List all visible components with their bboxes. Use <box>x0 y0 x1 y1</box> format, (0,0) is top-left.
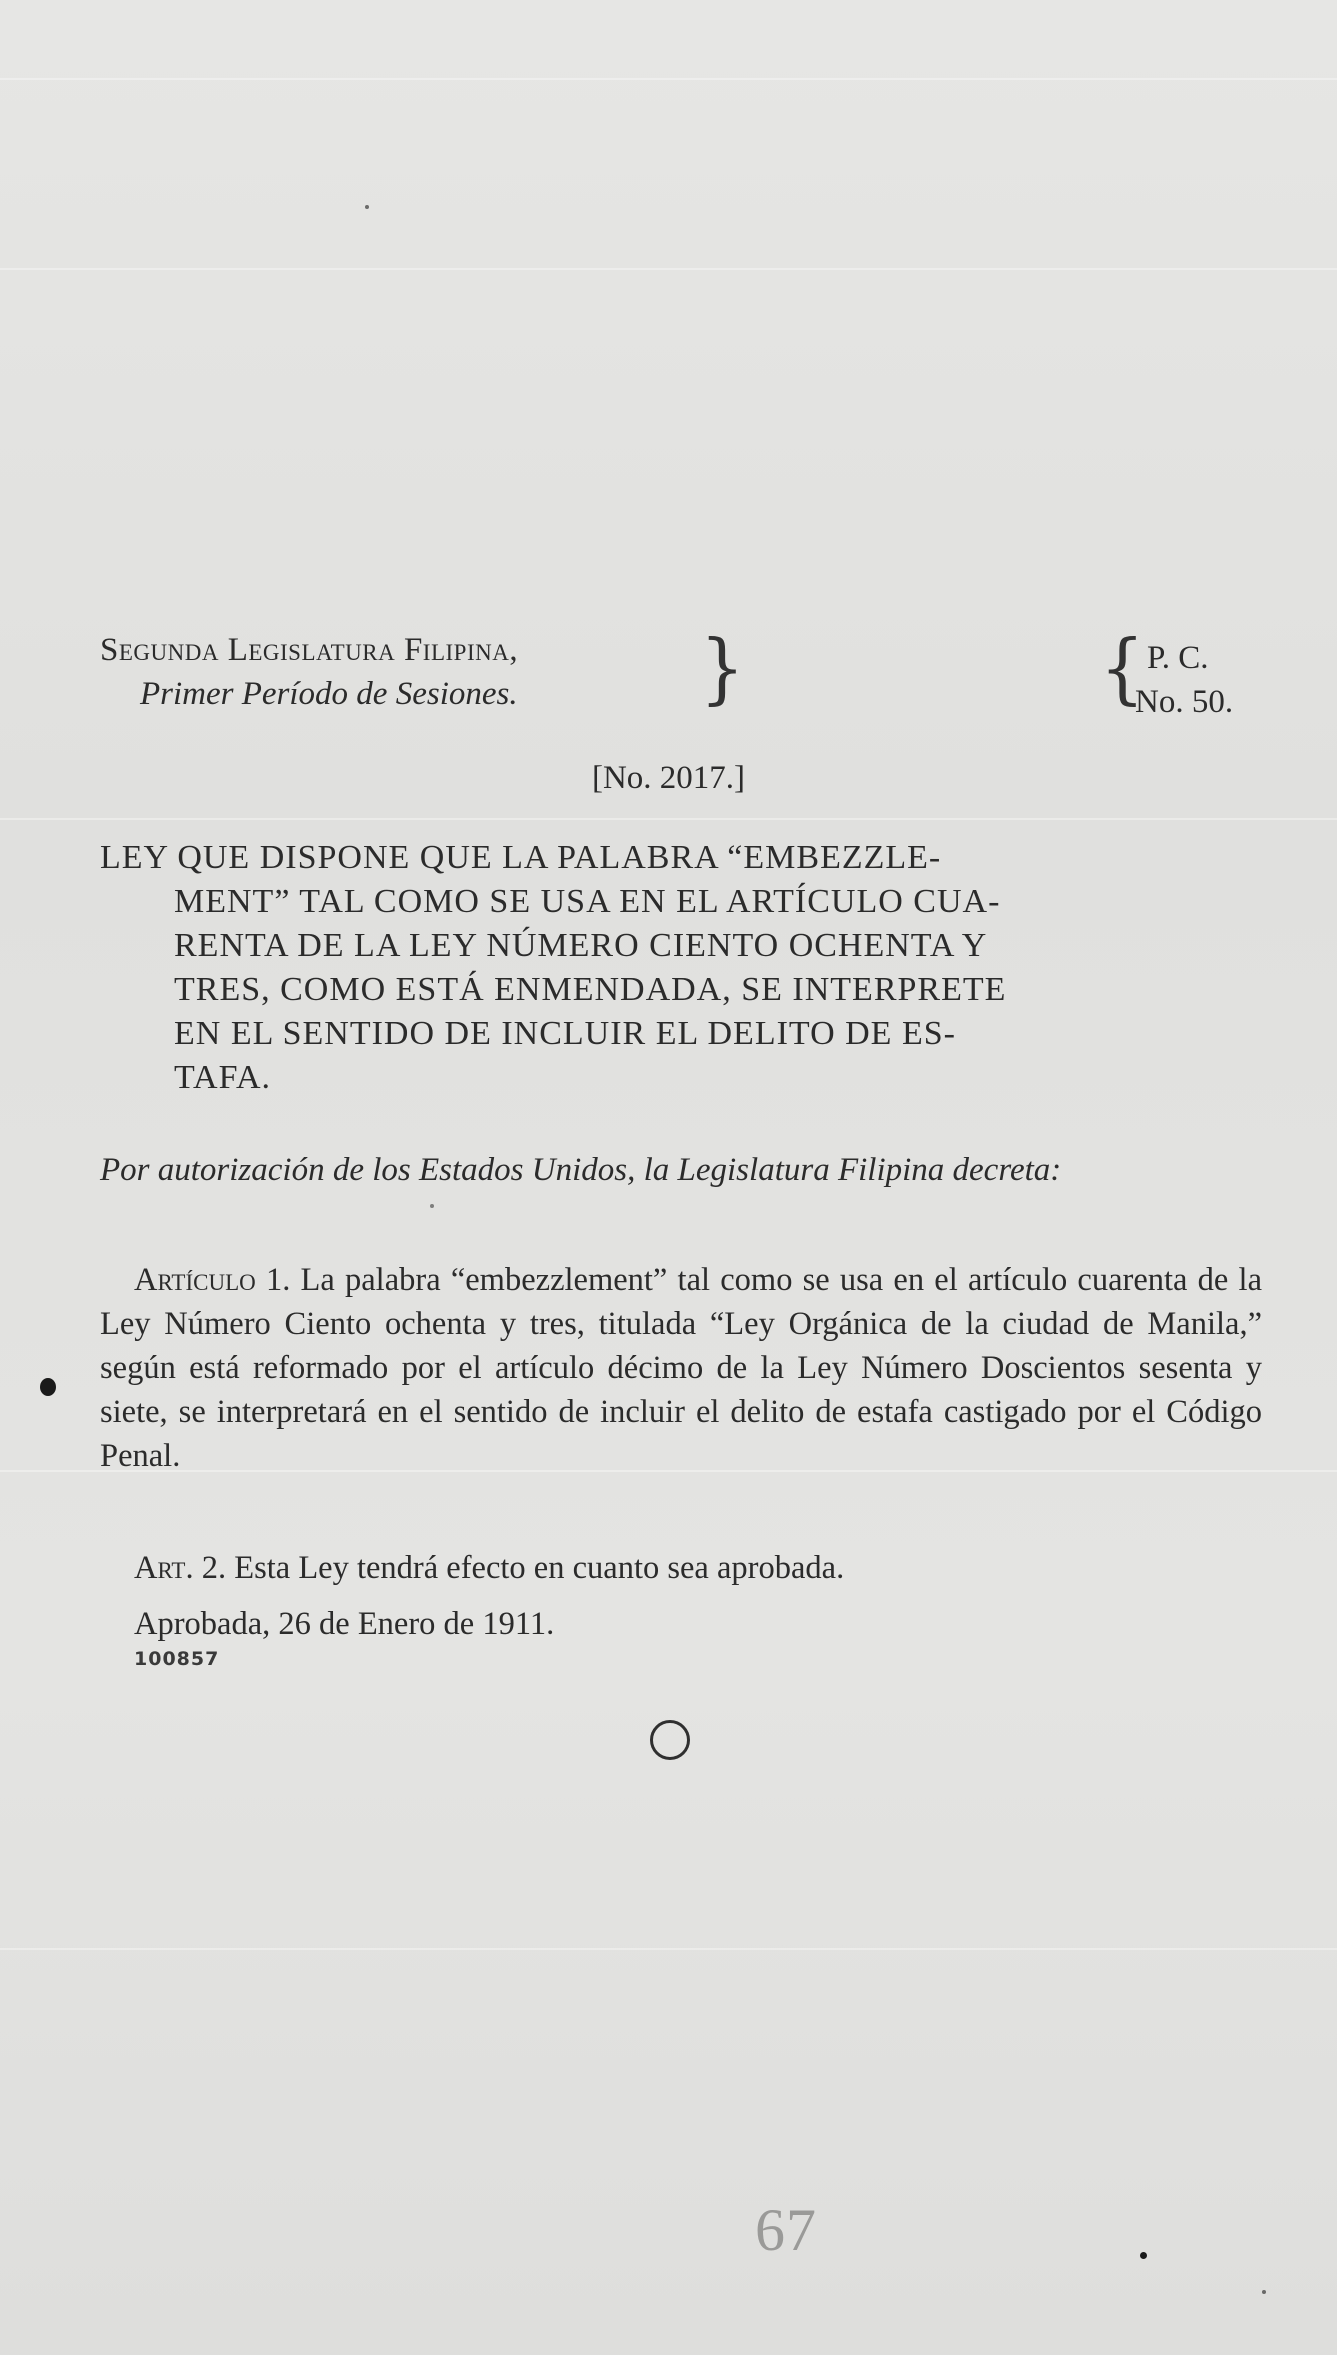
scan-line <box>0 268 1337 270</box>
article-2-label: Art. 2. <box>134 1550 227 1586</box>
ink-spot-icon <box>40 1378 56 1396</box>
article-1-label: Artículo 1. <box>134 1262 291 1298</box>
law-title <box>100 836 1262 1100</box>
title-line: MENT” TAL COMO SE USA EN EL ARTÍCULO CUA- <box>174 883 1001 920</box>
bill-reference <box>1135 636 1233 724</box>
title-line: EN EL SENTIDO DE INCLUIR EL DELITO DE ES- <box>174 1015 956 1052</box>
law-number: [No. 2017.] <box>591 760 746 796</box>
enacting-clause <box>100 1148 1262 1192</box>
scan-line <box>0 78 1337 80</box>
brace-glyph: { <box>1100 622 1145 714</box>
scan-line <box>0 818 1337 820</box>
article-1-text: La palabra “embezzlement” tal como se usa en el artículo cuarenta de la Ley Número Ciento ochenta y tres, titulada “Ley Orgánica de la ciudad de Manila,” según está reformado por el artículo décimo de la Ley Número Doscientos sesenta y siete, se interpretará en el sentido de incluir el delito de estafa castigado por el Código Penal. <box>100 1262 1262 1474</box>
title-line: RENTA DE LA LEY NÚMERO CIENTO OCHENTA Y <box>174 927 988 964</box>
ink-spot-icon <box>430 1204 434 1208</box>
enacting-clause-text: Por autorización de los Estados Unidos, la Legislatura Filipina decreta: <box>100 1152 1062 1188</box>
session-name: Primer Período de Sesiones. <box>140 676 518 712</box>
approval-date: Aprobada, 26 de Enero de 1911. <box>134 1606 555 1642</box>
bill-type: P. C. <box>1147 640 1209 676</box>
legislature-name: Segunda Legislatura Filipina, <box>100 632 519 668</box>
scan-line <box>0 1948 1337 1950</box>
article-2-text: Esta Ley tendrá efecto en cuanto sea aprobada. <box>234 1550 845 1586</box>
law-title-text <box>100 836 1262 1100</box>
page-number: 67 <box>755 2197 817 2263</box>
article-2 <box>100 1546 1262 1590</box>
article-1 <box>100 1258 1262 1478</box>
legislature-header <box>100 628 518 716</box>
ink-spot-icon <box>1140 2252 1147 2259</box>
ink-spot-icon <box>365 205 369 209</box>
brace-glyph: } <box>700 622 745 714</box>
bill-number: No. 50. <box>1135 684 1234 720</box>
title-line: TRES, COMO ESTÁ ENMENDADA, SE INTERPRETE <box>174 971 1007 1008</box>
circle-ornament-icon <box>650 1720 690 1760</box>
print-code: 100857 <box>134 1648 220 1670</box>
title-line: LEY QUE DISPONE QUE LA PALABRA “EMBEZZLE- <box>100 839 942 876</box>
ink-spot-icon <box>1262 2290 1266 2294</box>
title-line: TAFA. <box>174 1059 272 1096</box>
